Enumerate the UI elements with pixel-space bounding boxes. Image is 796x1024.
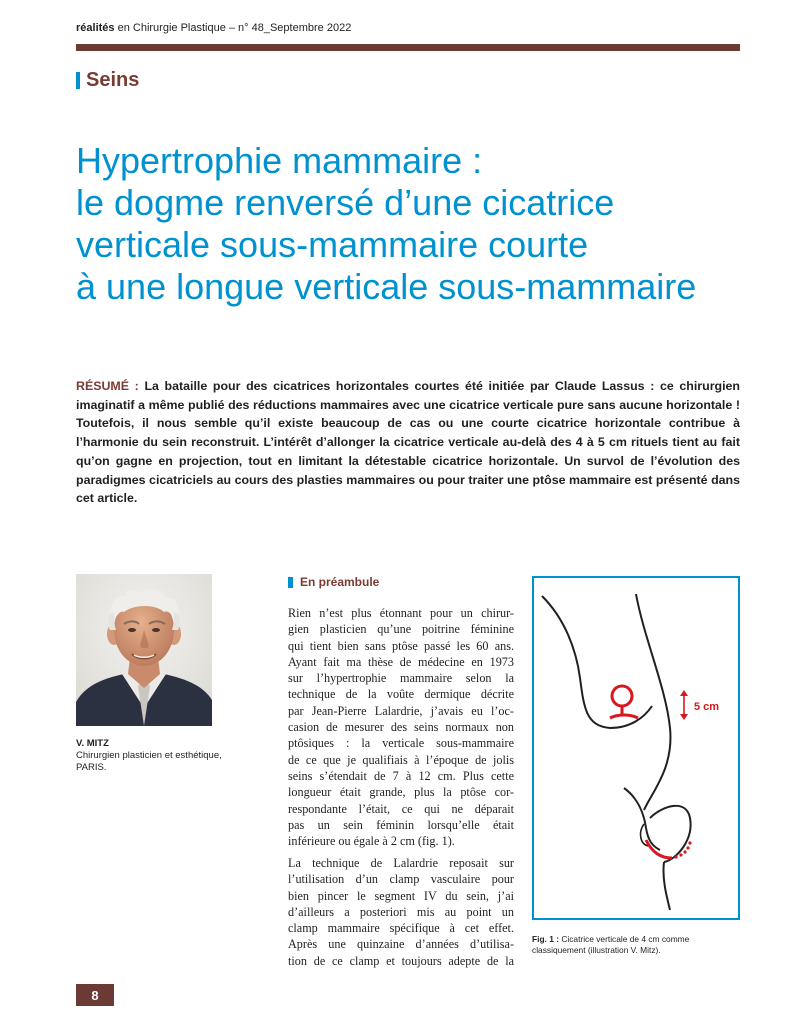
text-line: par Jean-Pierre Lalardrie, j’avais eu l’oc- bbox=[288, 703, 514, 718]
text-line: ptôsiques : la verticale sous-mammaire bbox=[288, 736, 514, 751]
body-paragraph-2 bbox=[288, 855, 514, 969]
subheading-marker bbox=[288, 577, 293, 588]
text-line: inférieure ou égale à 2 cm (fig. 1). bbox=[288, 834, 455, 849]
section-tag bbox=[76, 68, 139, 92]
body-paragraph-1 bbox=[288, 605, 514, 849]
abstract bbox=[76, 377, 740, 508]
text-line: l’utilisation d’un clamp vasculaire pour bbox=[288, 872, 514, 887]
text-line: La technique de Lalardrie reposait sur bbox=[288, 856, 514, 870]
caption-lead: Fig. 1 : bbox=[532, 934, 559, 944]
vertical-scar bbox=[610, 706, 638, 718]
author-role-line: Chirurgien plasticien et esthétique, bbox=[76, 750, 222, 761]
journal-header bbox=[76, 22, 351, 34]
breast-scar-diagram bbox=[534, 578, 738, 918]
text-line: technique de la voûte dermique décrite bbox=[288, 687, 514, 702]
figure-1 bbox=[532, 576, 740, 920]
text-line: qui tient bien sans ptôse passé les 60 ans. bbox=[288, 638, 514, 653]
areola-scar bbox=[612, 686, 632, 706]
text-line: longueur était grande, plus la ptôse cor- bbox=[288, 785, 514, 800]
author-role-line: PARIS. bbox=[76, 762, 107, 773]
torso-outline bbox=[636, 594, 670, 810]
author-role bbox=[76, 750, 236, 774]
text-line: Rien n’est plus étonnant pour un chirur- bbox=[288, 606, 514, 620]
section-subheading bbox=[288, 575, 379, 589]
title-line: Hypertrophie mammaire : bbox=[76, 140, 483, 181]
journal-issue: en Chirurgie Plastique – n° 48_Septembre 2022 bbox=[114, 22, 352, 34]
measure-label: 5 cm bbox=[694, 701, 720, 713]
text-line: de ce que je qualifiais à l’époque de jolis bbox=[288, 752, 514, 767]
portrait-illustration bbox=[76, 574, 212, 726]
caption-text: Cicatrice verticale de 4 cm comme classiquement (illustration V. Mitz). bbox=[532, 934, 690, 955]
section-label: Seins bbox=[86, 68, 140, 91]
abstract-text: La bataille pour des cicatrices horizontales courtes été initiée par Claude Lassus : ce chirurgien imaginatif a même publié des réductions mammaires avec une cicatrice verticale pure sans aucune horizontale ! Toutefois, il nous semble qu’il existe beaucoup de cas ou une courte cicatrice horizontale contribue à l’harmonie du sein reconstruit. L’intérêt d’allonger la cicatrice verticale au-delà des 4 à 5 cm rituels tient au fait qu’on gagne en projection, tout en limitant la détestable cicatrice horizontale. Un survol de l’évolution des paradigmes cicatriciels au cours des plasties mammaires ou pour traiter une ptôse mammaire est présenté dans cet article. bbox=[76, 379, 740, 506]
text-line: sur l’hypertrophie mammaire selon la bbox=[288, 671, 514, 686]
title-line: à une longue verticale sous-mammaire bbox=[76, 266, 697, 307]
text-line: bien pincer le segment IV du sein, j’ai bbox=[288, 888, 514, 903]
text-line: d’ailleurs a posteriori mis au point un bbox=[288, 904, 514, 919]
title-line: verticale sous-mammaire courte bbox=[76, 224, 589, 265]
text-line: gien plasticien qu’une poitrine féminine bbox=[288, 622, 514, 637]
author-photo bbox=[76, 574, 212, 726]
header-rule bbox=[76, 44, 740, 51]
article-title bbox=[76, 140, 756, 308]
text-line: casion de mesurer des seins normaux non bbox=[288, 720, 514, 735]
section-marker bbox=[76, 72, 80, 89]
journal-name: réalités bbox=[76, 22, 115, 34]
subheading-text: En préambule bbox=[300, 575, 380, 589]
text-line: seins s’étendait de 7 à 12 cm. Plus cette bbox=[288, 768, 514, 783]
abstract-lead: RÉSUMÉ : bbox=[76, 379, 139, 393]
figure-caption bbox=[532, 934, 744, 956]
text-line: clamp mammaire spécifique à cet effet. bbox=[288, 921, 514, 936]
scar-extension-dots bbox=[674, 841, 691, 858]
text-line: Ayant fait ma thèse de médecine en 1973 bbox=[288, 654, 514, 669]
text-line: respondante l’était, ce qui ne déparait bbox=[288, 801, 514, 816]
page-number: 8 bbox=[76, 984, 114, 1006]
author-name: V. MITZ bbox=[76, 738, 109, 749]
upper-breast-outline bbox=[542, 596, 652, 728]
text-line: tion de ce clamp et toujours adepte de la bbox=[288, 953, 514, 968]
text-line: Après une quinzaine d’années d’utilisa- bbox=[288, 937, 514, 952]
title-line: le dogme renversé d’une cicatrice bbox=[76, 182, 615, 223]
text-line: pas un sein féminin lorsqu’elle était bbox=[288, 817, 514, 832]
